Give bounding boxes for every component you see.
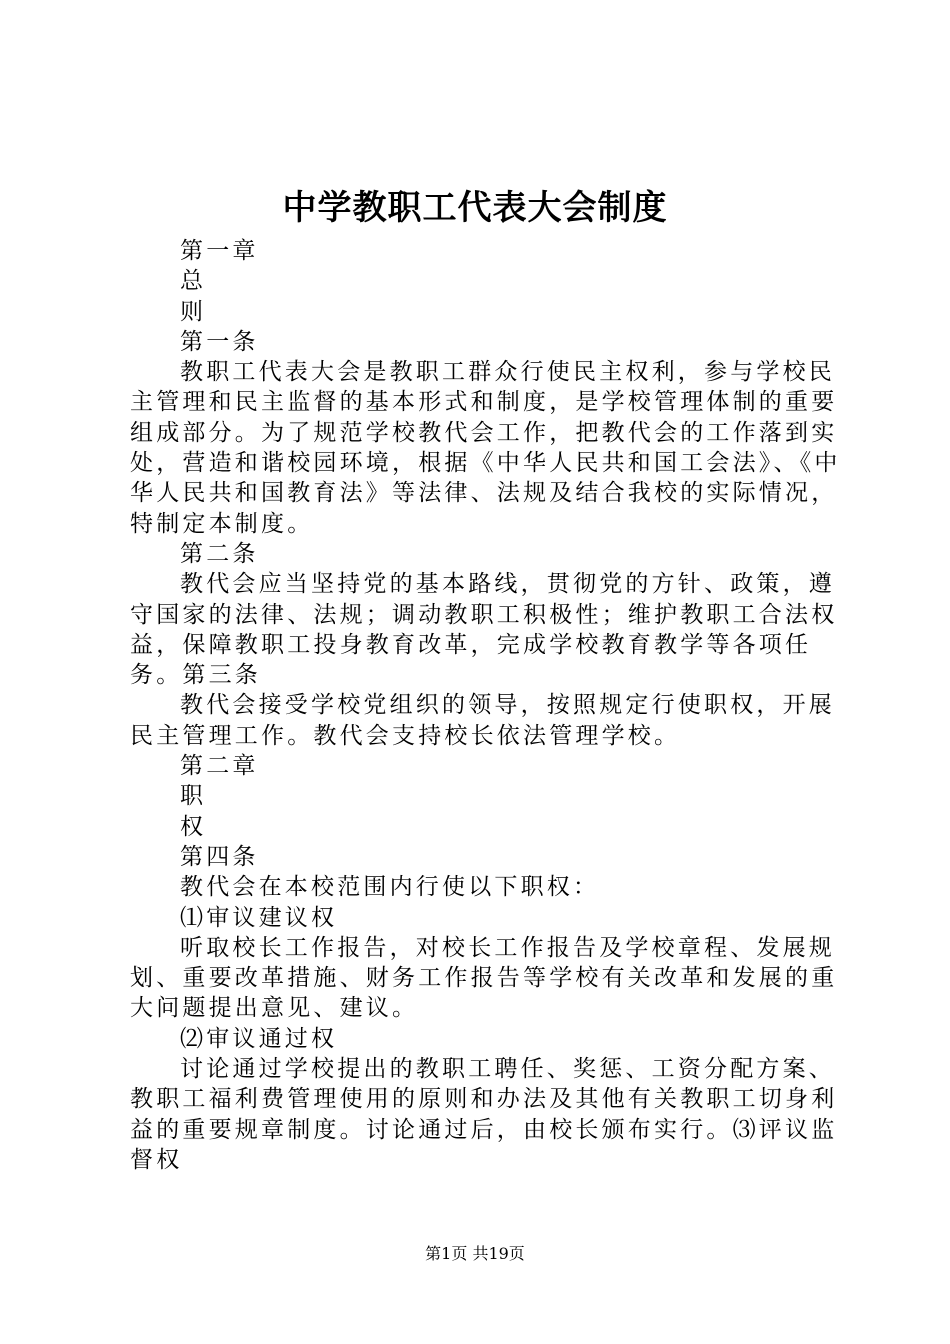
article-heading: 第四条 — [180, 843, 259, 870]
page-number: 第1页 共19页 — [425, 1244, 525, 1263]
article-heading: 第二条 — [180, 540, 259, 567]
list-heading: ⑵审议通过权 — [180, 1025, 338, 1052]
paragraph: 讨论通过学校提出的教职工聘任、奖惩、工资分配方案、教职工福利费管理使用的原则和办法及其他有关教职工切身利益的重要规章制度。讨论通过后，由校长颁布实行。⑶评议监督权 — [130, 1056, 838, 1173]
paragraph: 听取校长工作报告，对校长工作报告及学校章程、发展规划、重要改革措施、财务工作报告等学校有关改革和发展的重大问题提出意见、建议。 — [130, 934, 838, 1022]
paragraph: 教代会接受学校党组织的领导，按照规定行使职权，开展民主管理工作。教代会支持校长依法管理学校。 — [130, 692, 835, 749]
chapter-title-part: 职 — [180, 783, 207, 810]
list-heading: ⑴审议建议权 — [180, 904, 338, 931]
article-heading: 第一条 — [180, 328, 259, 355]
document-title: 中学教职工代表大会制度 — [282, 188, 668, 228]
document-body — [130, 236, 850, 1175]
paragraph: 教代会在本校范围内行使以下职权： — [180, 874, 600, 901]
paragraph: 教职工代表大会是教职工群众行使民主权利，参与学校民主管理和民主监督的基本形式和制度，是学校管理体制的重要组成部分。为了规范学校教代会工作，把教代会的工作落到实处，营造和谐校园环境，根据《中华人民共和国工会法》、《中华人民共和国教育法》等法律、法规及结合我校的实际情况，特制定本制度。 — [130, 359, 841, 537]
paragraph: 教代会应当坚持党的基本路线，贯彻党的方针、政策，遵守国家的法律、法规；调动教职工积极性；维护教职工合法权益，保障教职工投身教育改革，完成学校教育教学等各项任务。第三条 — [130, 571, 838, 689]
chapter-title-part: 权 — [180, 813, 207, 840]
chapter-title-part: 则 — [180, 298, 207, 325]
chapter-heading: 第一章 — [180, 238, 259, 264]
chapter-title-part: 总 — [180, 268, 207, 295]
chapter-heading: 第二章 — [180, 753, 259, 780]
